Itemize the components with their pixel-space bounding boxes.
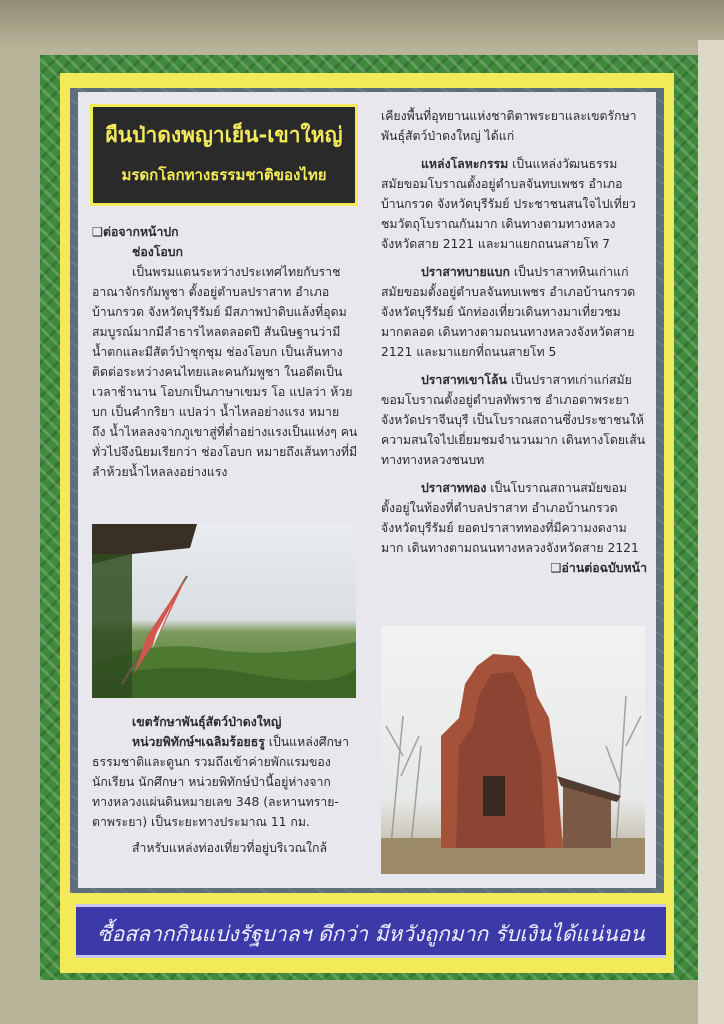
para-line: ทางหลวงแผ่นดินหมายเลข 348 (ละหานทราย- [92, 795, 339, 809]
para-line: พันธุ์สัตว์ป่าดงใหญ่ ได้แก่ [381, 129, 515, 143]
continued-next-label: ❑อ่านต่อฉบับหน้า [550, 561, 647, 575]
section-heading-dong-yai: เขตรักษาพันธุ์สัตว์ป่าดงใหญ่ [132, 715, 282, 729]
para-line: ทั่วไปจึงนิยมเรียกว่า ช่องโอบก หมายถึงเส้นทางที่มี [92, 445, 358, 459]
para-line: จังหวัดบุรีรัมย์ นักท่องเที่ยวเดินทางมาเที่ยวชม [381, 305, 621, 319]
article-subtitle: มรดกโลกทางธรรมชาติของไทย [121, 166, 327, 184]
para-line: ทางทางหลวงชนบท [381, 453, 485, 467]
khmer-tower-illustration [381, 626, 645, 874]
para-line: บ้านกรวด จังหวัดบุรีรัมย์ มีสภาพป่าดิบแล้งที่อุดม [92, 305, 347, 319]
khmer-tower-photo [381, 626, 645, 874]
para-line: จังหวัดสาย 2121 และมาแยกถนนสายโท 7 [381, 237, 610, 251]
forest-flag-photo [92, 524, 356, 698]
para-line: เป็นแหล่งศึกษา [268, 735, 349, 749]
para-line: เป็นปราสาทหินเก่าแก่ [513, 265, 629, 279]
para-line: สมบูรณ์มากมีลำธารไหลตลอดปี สันนิษฐานว่ามี [92, 325, 341, 339]
para-line: เคียงพื้นที่อุทยานแห่งชาติตาพระยาและเขตรักษา [381, 109, 637, 123]
para-line: ชมวัตถุโบราณกันมาก เดินทางตามทางหลวง [381, 217, 616, 231]
para-line: ความสนใจไปเยี่ยมชมจำนวนมาก เดินทางโดยเส้น [381, 433, 646, 447]
title-box [90, 104, 358, 206]
site-name: แหล่งโลหะกรรม [421, 157, 509, 171]
para-line: เป็นพรมแดนระหว่างประเทศไทยกับราช [132, 265, 341, 279]
continued-from-label: ❑ต่อจากหน้าปก [92, 225, 179, 239]
para-line: ถึง น้ำไหลลงจากภูเขาสู่ที่ต่ำอย่างแรงเป็นแห่งๆ คน [92, 425, 358, 439]
scan-top-edge [0, 0, 724, 52]
right-column [381, 106, 647, 578]
lottery-slogan: ซื้อสลากกินแบ่งรัฐบาลฯ ดีกว่า มีหวังถูกมาก รับเงินได้แน่นอน [97, 922, 645, 946]
para-line: มากตลอด เดินทางตามถนนทางหลวงจังหวัดสาย [381, 325, 635, 339]
para-line: จังหวัดปราจีนบุรี เป็นโบราณสถานซึ่งประชาชนให้ [381, 413, 644, 427]
para-line: ตาพระยา) เป็นระยะทางประมาณ 11 กม. [92, 815, 310, 829]
scan-right-edge [698, 40, 724, 1024]
para-line: มาก เดินทางตามถนนทางหลวงจังหวัดสาย 2121 [381, 541, 639, 555]
lottery-slogan-banner [76, 904, 666, 958]
para-line: 2121 และมาแยกที่ถนนสายโท 5 [381, 345, 557, 359]
left-column-top [92, 222, 358, 482]
para-line: จังหวัดบุรีรัมย์ ยอดปราสาททองที่มีความงดงาม [381, 521, 627, 535]
para-line: เป็นโบราณสถานสมัยขอม [490, 481, 627, 495]
para-line: นักเรียน นักศึกษา หน่วยพิทักษ์ป่านี้อยู่ห่างจาก [92, 775, 331, 789]
site-name: ปราสาททอง [421, 481, 487, 495]
para-line: ธรรมชาติและดูนก รวมถึงเข้าค่ายพักแรมของ [92, 755, 331, 769]
para-line: ขอมโบราณตั้งอยู่ตำบลทัพราช อำเภอตาพระยา [381, 393, 630, 407]
para-line: บก เป็นคำกริยา แปลว่า น้ำไหลอย่างแรง หมาย [92, 405, 340, 419]
para-line: ลำห้วยน้ำไหลลงอย่างแรง [92, 465, 228, 479]
section-heading-chong-obok: ช่องโอบก [132, 245, 183, 259]
site-name: ปราสาทบายแบก [421, 265, 510, 279]
left-column-bottom [92, 712, 358, 858]
para-line: ติดต่อระหว่างคนไทยและคนกัมพูชา ในอดีตเป็น [92, 365, 343, 379]
para-line: สมัยขอมตั้งอยู่ตำบลจันทบเพชร อำเภอบ้านกรวด [381, 285, 636, 299]
para-line: น้ำตกและมีสัตว์ป่าชุกชุม ช่องโอบก เป็นเส้นทาง [92, 345, 343, 359]
unit-name: หน่วยพิทักษ์ฯเฉลิมร้อยธรู [132, 735, 265, 749]
forest-flag-illustration [92, 524, 356, 698]
para-line: อาณาจักรกัมพูชา ตั้งอยู่ตำบลปราสาท อำเภอ [92, 285, 330, 299]
para-line: สำหรับแหล่งท่องเที่ยวที่อยู่บริเวณใกล้ [132, 841, 328, 855]
para-line: สมัยขอมโบราณตั้งอยู่ตำบลจันทบเพชร อำเภอ [381, 177, 623, 191]
para-line: เป็นปราสาทเก่าแก่สมัย [510, 373, 632, 387]
article-title: ผืนป่าดงพญาเย็น-เขาใหญ่ [105, 123, 343, 147]
site-name: ปราสาทเขาโล้น [421, 373, 507, 387]
para-line: ตั้งอยู่ในท้องที่ตำบลปราสาท อำเภอบ้านกรวด [381, 501, 618, 515]
para-line: บ้านกรวด จังหวัดบุรีรัมย์ ประชาชนสนใจไปเที่ยว [381, 197, 636, 211]
para-line: เป็นแหล่งวัฒนธรรม [512, 157, 618, 171]
para-line: เวลาช้านาน โอบกเป็นภาษาเขมร โอ แปลว่า ห้วย [92, 385, 353, 399]
